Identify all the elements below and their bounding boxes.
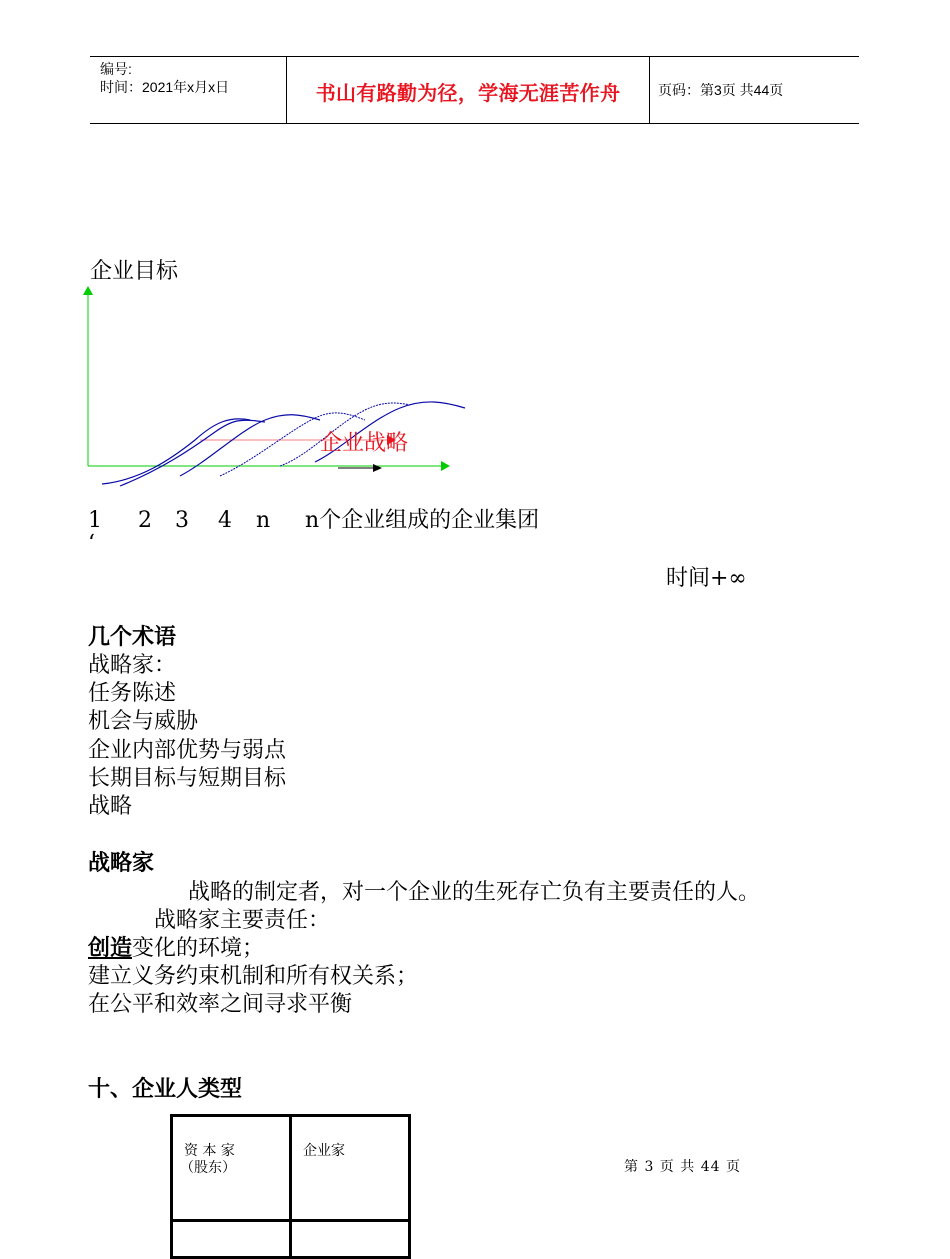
term-item: 企业内部优势与弱点 xyxy=(88,738,287,763)
term-item: 战略 xyxy=(88,794,133,819)
y-axis-arrow-icon xyxy=(83,286,93,295)
quote-mark: ‘ xyxy=(88,531,95,556)
term-item: 任务陈述 xyxy=(88,681,177,706)
strategist-definition: 战略的制定者，对一个企业的生死存亡负有主要责任的人。 xyxy=(188,880,761,905)
x-label-group: n个企业组成的企业集团 xyxy=(305,508,540,533)
term-item: 战略家： xyxy=(88,653,177,678)
header-motto: 书山有路勤为径，学海无涯苦作舟 xyxy=(315,83,621,105)
x-label-n: n xyxy=(256,508,271,533)
y-axis-label: 企业目标 xyxy=(90,259,179,284)
x-label-1: 1 xyxy=(88,508,102,533)
x-axis-time-label: 时间+∞ xyxy=(666,566,747,591)
inner-label: 企业战略 xyxy=(320,431,409,456)
cell-shareholder: （股东） xyxy=(180,1160,236,1176)
strategy-diagram xyxy=(80,280,480,500)
duty-1-emphasis: 创造 xyxy=(88,936,133,961)
term-item: 机会与威胁 xyxy=(88,709,199,734)
x-axis-arrow-icon xyxy=(441,461,450,471)
table-cell xyxy=(289,1114,411,1222)
footer-page-number: 第 3 页 共 44 页 xyxy=(624,1159,741,1175)
strategist-heading: 战略家 xyxy=(88,851,155,876)
time-label: 时间：2021年x月x日 xyxy=(100,79,230,95)
x-label-3: 3 xyxy=(175,508,189,533)
cell-entrepreneur: 企业家 xyxy=(303,1143,345,1159)
header-meta xyxy=(100,60,229,96)
duty-1-text: 变化的环境； xyxy=(132,936,265,961)
table-cell xyxy=(289,1219,411,1259)
duty-2: 建立义务约束机制和所有权关系； xyxy=(88,964,419,989)
header-page-label: 页码：第3页 共44页 xyxy=(658,82,784,98)
section-ten-heading: 十、企业人类型 xyxy=(88,1077,243,1102)
page-header xyxy=(90,56,859,124)
cell-capitalist: 资 本 家 xyxy=(184,1143,235,1159)
terms-heading: 几个术语 xyxy=(88,625,177,650)
term-item: 长期目标与短期目标 xyxy=(88,766,287,791)
strategy-arrow-icon xyxy=(373,464,382,472)
x-label-4: 4 xyxy=(218,508,232,533)
curve-2 xyxy=(180,415,320,476)
x-label-2: 2 xyxy=(138,508,152,533)
curve-1 xyxy=(102,419,250,484)
curve-1b xyxy=(120,420,265,486)
table-cell xyxy=(170,1219,292,1259)
entrepreneur-type-table xyxy=(170,1114,410,1244)
duty-3: 在公平和效率之间寻求平衡 xyxy=(88,992,353,1017)
number-label: 编号: xyxy=(100,61,132,77)
duties-heading: 战略家主要责任： xyxy=(154,908,331,933)
duty-1 xyxy=(88,935,264,963)
header-divider xyxy=(649,57,650,123)
